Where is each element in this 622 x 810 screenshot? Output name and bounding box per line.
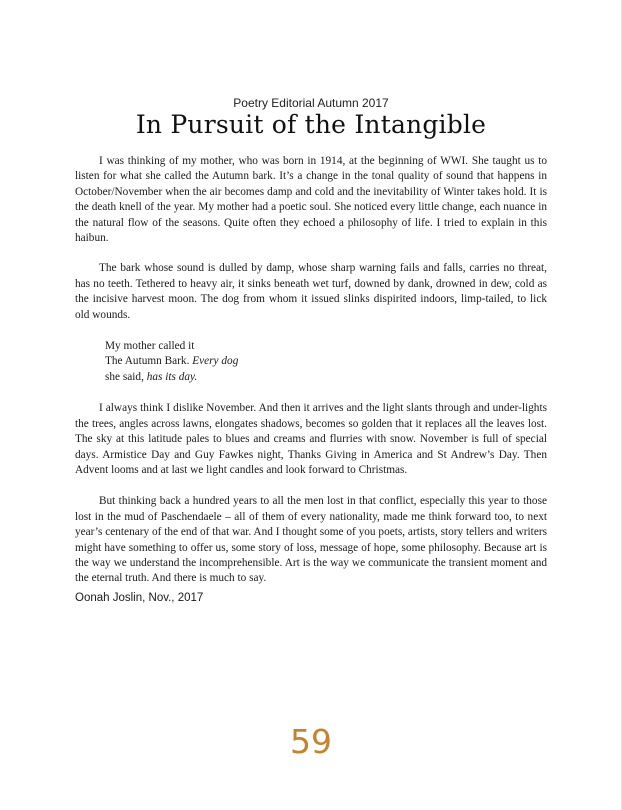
poem-line-2 (105, 354, 547, 369)
editorial-kicker: Poetry Editorial Autumn 2017 (233, 96, 389, 110)
paragraph-november: I always think I dislike November. And then it arrives and the light slants through and under-lights the trees, angles across lawns, elongates shadows, becomes so golden that it replaces all the leaves lost. The sky at this latitude pales to blues and creams and flurries with snow. November is full of special days. Armistice Day and Guy Fawkes night, Thanks Giving in America and St Andrew’s Day. Then Advent looms and at last we light candles and look forward to Christmas. (75, 402, 547, 476)
author-signature: Oonah Joslin, Nov., 2017 (75, 592, 204, 604)
paragraph-haibun-prose: The bark whose sound is dulled by damp, whose sharp warning fails and falls, carries no threat, has no teeth. Tethered to heavy air, it sinks beneath wet turf, downed by dank, drowned in dew, cold as the incisive harvest moon. The dog from whom it issued slinks dispirited indoors, limp-tailed, to lick old wounds. (75, 262, 547, 321)
paragraph-centenary: But thinking back a hundred years to all the men lost in that conflict, especially this year to those lost in the mud of Paschendaele – all of them of every nationality, made me think forward too, to next year’s centenary of the end of that war. And I thought some of you poets, artists, story tellers and writers might have something to offer us, some story of loss, message of hope, some philosophy. Because art is the way we understand the incomprehensible. Art is the way we communicate the transient moment and the eternal truth. And there is much to say. (75, 495, 547, 585)
poem-line-3 (105, 370, 547, 385)
poem-line-2-plain: The Autumn Bark. (105, 355, 193, 368)
poem-line-2-italic: Every dog (192, 355, 239, 368)
paragraph-intro: I was thinking of my mother, who was born in 1914, at the beginning of WWI. She taught us to listen for what she called the Autumn bark. It’s a change in the tonal quality of sound that happens in October/November when the air becomes damp and cold and the inevitability of Winter takes hold. It is the death knell of the year. My mother had a poetic soul. She noticed every little change, each nuance in the natural flow of the seasons. Quite often they echoed a philosophy of life. I tried to explain in this haibun. (75, 155, 547, 245)
poem-line-1: My mother called it (105, 340, 195, 353)
page-number: 59 (290, 722, 332, 761)
haiku-poem (75, 339, 547, 385)
page-title: In Pursuit of the Intangible (135, 110, 487, 139)
article-body (75, 154, 547, 587)
poem-line-3-plain: she said, (105, 370, 147, 383)
poem-line-3-italic: has its day. (146, 370, 198, 383)
